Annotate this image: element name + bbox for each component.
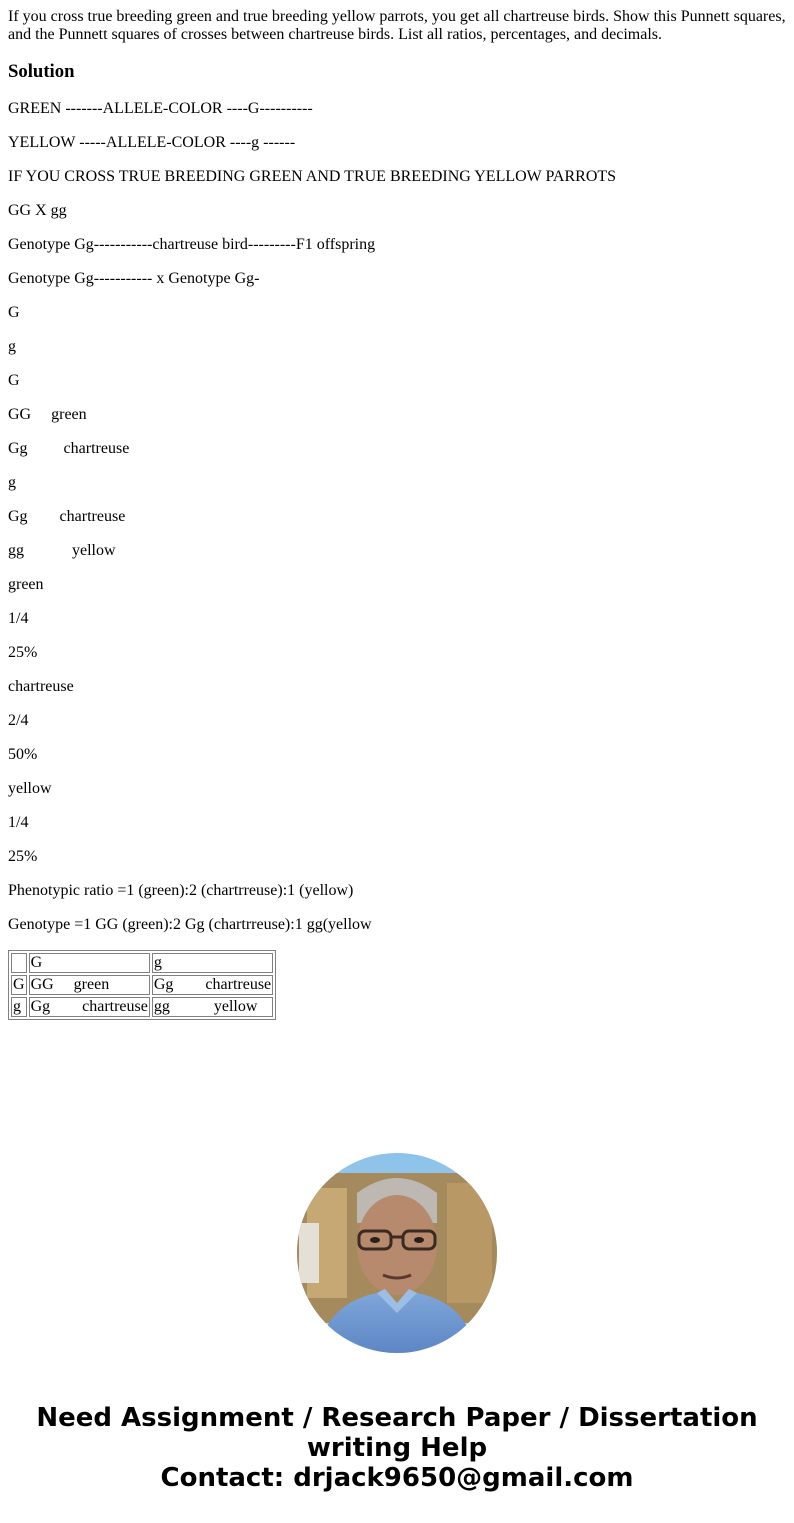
- solution-line: Genotype Gg----------- x Genotype Gg-: [8, 270, 260, 287]
- solution-line: IF YOU CROSS TRUE BREEDING GREEN AND TRUE BREEDING YELLOW PARROTS: [8, 168, 617, 185]
- punnett-cell: G: [29, 953, 150, 973]
- solution-line: G: [8, 304, 20, 321]
- solution-line: 25%: [8, 644, 38, 661]
- question-text: If you cross true breeding green and true breeding yellow parrots, you get all chartreuse birds. Show this Punnett squares, and the Punnett squares of crosses between chartreuse birds. List all ratios, percentages, and decimals.: [8, 8, 786, 43]
- solution-line: GG green: [8, 406, 87, 423]
- solution-line: yellow: [8, 780, 52, 797]
- solution-lines: [8, 100, 786, 934]
- solution-line: g: [8, 474, 16, 491]
- solution-line: Gg chartreuse: [8, 508, 126, 525]
- solution-line: GG X gg: [8, 202, 67, 219]
- punnett-cell: [11, 953, 27, 973]
- solution-line: 25%: [8, 848, 38, 865]
- punnett-cell: Gg chartreuse: [153, 976, 272, 993]
- punnett-cell: GG green: [29, 975, 150, 995]
- document-content: [8, 8, 786, 1020]
- solution-line: 2/4: [8, 712, 29, 729]
- solution-line: green: [8, 576, 44, 593]
- punnett-cell: gg yellow: [152, 997, 273, 1017]
- solution-line: Genotype =1 GG (green):2 Gg (chartrreuse):1 gg(yellow: [8, 916, 372, 933]
- solution-line: Gg chartreuse: [8, 440, 130, 457]
- punnett-row: [11, 997, 273, 1017]
- solution-heading: Solution: [8, 61, 75, 82]
- solution-line: chartreuse: [8, 678, 74, 695]
- solution-line: 1/4: [8, 610, 29, 627]
- punnett-cell: g: [152, 953, 273, 973]
- promo-line-2: writing Help: [306, 1433, 488, 1463]
- punnett-cell: G: [13, 976, 25, 993]
- solution-line: 1/4: [8, 814, 29, 831]
- solution-line: Phenotypic ratio =1 (green):2 (chartrreuse):1 (yellow): [8, 882, 354, 899]
- solution-line: GREEN -------ALLELE-COLOR ----G----------: [8, 100, 313, 117]
- author-avatar: [297, 1153, 497, 1353]
- solution-line: gg yellow: [8, 542, 116, 559]
- punnett-square-table: [8, 950, 276, 1020]
- solution-line: G: [8, 372, 20, 389]
- promo-line-1: Need Assignment / Research Paper / Dissertation: [36, 1403, 758, 1433]
- solution-line: g: [8, 338, 16, 355]
- solution-line: Genotype Gg-----------chartreuse bird---------F1 offspring: [8, 236, 376, 253]
- punnett-cell: g: [11, 997, 27, 1017]
- solution-line: YELLOW -----ALLELE-COLOR ----g ------: [8, 134, 296, 151]
- promo-banner: [0, 1403, 794, 1493]
- punnett-cell: Gg chartreuse: [30, 998, 148, 1015]
- punnett-header-row: [11, 953, 273, 973]
- solution-line: 50%: [8, 746, 38, 763]
- promo-line-3: Contact: drjack9650@gmail.com: [160, 1463, 634, 1493]
- punnett-row: [11, 975, 273, 995]
